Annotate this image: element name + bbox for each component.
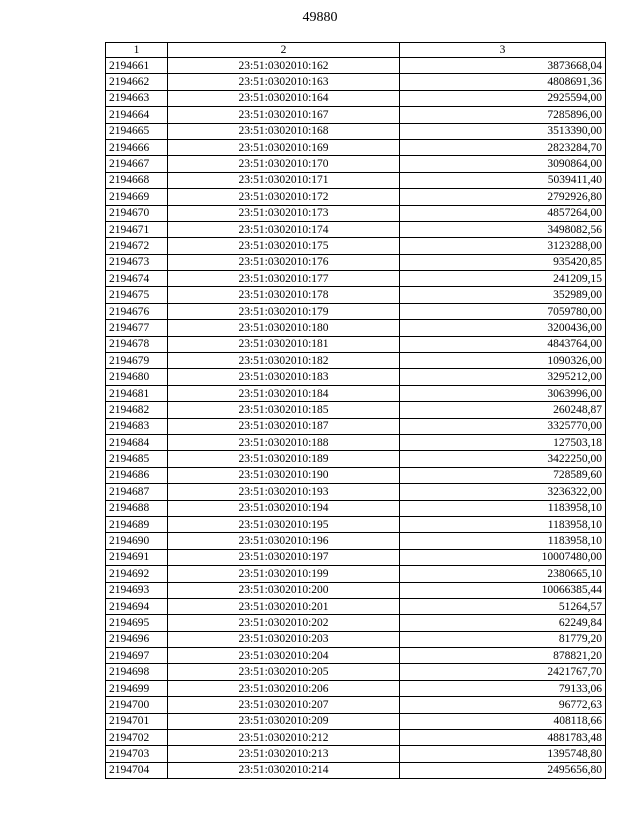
cadastral-number-cell: 23:51:0302010:168 (168, 123, 400, 139)
table-row (106, 287, 606, 303)
table-row (106, 139, 606, 155)
table-row (106, 123, 606, 139)
record-number-cell: 2194698 (106, 664, 168, 680)
cadastral-number-cell: 23:51:0302010:185 (168, 402, 400, 418)
record-number-cell: 2194667 (106, 156, 168, 172)
cadastral-number-cell: 23:51:0302010:173 (168, 205, 400, 221)
table-row (106, 271, 606, 287)
value-cell: 10066385,44 (400, 582, 606, 598)
table-row (106, 516, 606, 532)
value-cell: 2421767,70 (400, 664, 606, 680)
cadastral-number-cell: 23:51:0302010:172 (168, 189, 400, 205)
cadastral-number-cell: 23:51:0302010:196 (168, 533, 400, 549)
cadastral-number-cell: 23:51:0302010:190 (168, 467, 400, 483)
record-number-cell: 2194674 (106, 271, 168, 287)
record-number-cell: 2194687 (106, 484, 168, 500)
value-cell: 728589,60 (400, 467, 606, 483)
table-row (106, 533, 606, 549)
table-row (106, 107, 606, 123)
value-cell: 2380665,10 (400, 566, 606, 582)
value-cell: 3513390,00 (400, 123, 606, 139)
record-number-cell: 2194697 (106, 648, 168, 664)
table-row (106, 467, 606, 483)
value-cell: 4857264,00 (400, 205, 606, 221)
record-number-cell: 2194675 (106, 287, 168, 303)
cadastral-number-cell: 23:51:0302010:201 (168, 598, 400, 614)
record-number-cell: 2194662 (106, 74, 168, 90)
cadastral-number-cell: 23:51:0302010:214 (168, 762, 400, 778)
value-cell: 4843764,00 (400, 336, 606, 352)
value-cell: 3873668,04 (400, 58, 606, 74)
value-cell: 1183958,10 (400, 516, 606, 532)
cadastral-number-cell: 23:51:0302010:187 (168, 418, 400, 434)
cadastral-number-cell: 23:51:0302010:179 (168, 303, 400, 319)
value-cell: 3063996,00 (400, 385, 606, 401)
value-cell: 7285896,00 (400, 107, 606, 123)
table-row (106, 303, 606, 319)
record-number-cell: 2194696 (106, 631, 168, 647)
table-row (106, 320, 606, 336)
table-row (106, 434, 606, 450)
registry-table (105, 42, 606, 779)
table-row (106, 598, 606, 614)
value-cell: 3295212,00 (400, 369, 606, 385)
record-number-cell: 2194686 (106, 467, 168, 483)
cadastral-number-cell: 23:51:0302010:175 (168, 238, 400, 254)
record-number-cell: 2194665 (106, 123, 168, 139)
table-row (106, 156, 606, 172)
value-cell: 127503,18 (400, 434, 606, 450)
table-row (106, 221, 606, 237)
table-row (106, 90, 606, 106)
record-number-cell: 2194678 (106, 336, 168, 352)
table-row (106, 402, 606, 418)
value-cell: 3090864,00 (400, 156, 606, 172)
value-cell: 79133,06 (400, 680, 606, 696)
record-number-cell: 2194677 (106, 320, 168, 336)
record-number-cell: 2194684 (106, 434, 168, 450)
cadastral-number-cell: 23:51:0302010:177 (168, 271, 400, 287)
table-row (106, 336, 606, 352)
record-number-cell: 2194701 (106, 713, 168, 729)
value-cell: 3123288,00 (400, 238, 606, 254)
table-row (106, 582, 606, 598)
cadastral-number-cell: 23:51:0302010:202 (168, 615, 400, 631)
table-row (106, 549, 606, 565)
table-row (106, 385, 606, 401)
record-number-cell: 2194673 (106, 254, 168, 270)
table-row (106, 500, 606, 516)
value-cell: 878821,20 (400, 648, 606, 664)
value-cell: 81779,20 (400, 631, 606, 647)
value-cell: 3325770,00 (400, 418, 606, 434)
record-number-cell: 2194685 (106, 451, 168, 467)
value-cell: 241209,15 (400, 271, 606, 287)
value-cell: 1395748,80 (400, 746, 606, 762)
table-row (106, 369, 606, 385)
value-cell: 352989,00 (400, 287, 606, 303)
value-cell: 3236322,00 (400, 484, 606, 500)
column-header-3: 3 (400, 43, 606, 58)
registry-table-body (106, 43, 606, 779)
cadastral-number-cell: 23:51:0302010:170 (168, 156, 400, 172)
cadastral-number-cell: 23:51:0302010:212 (168, 730, 400, 746)
cadastral-number-cell: 23:51:0302010:195 (168, 516, 400, 532)
record-number-cell: 2194694 (106, 598, 168, 614)
value-cell: 260248,87 (400, 402, 606, 418)
cadastral-number-cell: 23:51:0302010:207 (168, 697, 400, 713)
cadastral-number-cell: 23:51:0302010:188 (168, 434, 400, 450)
value-cell: 51264,57 (400, 598, 606, 614)
table-row (106, 254, 606, 270)
value-cell: 3498082,56 (400, 221, 606, 237)
table-row (106, 353, 606, 369)
value-cell: 7059780,00 (400, 303, 606, 319)
cadastral-number-cell: 23:51:0302010:206 (168, 680, 400, 696)
value-cell: 5039411,40 (400, 172, 606, 188)
record-number-cell: 2194704 (106, 762, 168, 778)
record-number-cell: 2194664 (106, 107, 168, 123)
table-row (106, 746, 606, 762)
table-row (106, 762, 606, 778)
cadastral-number-cell: 23:51:0302010:203 (168, 631, 400, 647)
cadastral-number-cell: 23:51:0302010:200 (168, 582, 400, 598)
value-cell: 2495656,80 (400, 762, 606, 778)
table-row (106, 680, 606, 696)
value-cell: 408118,66 (400, 713, 606, 729)
column-header-1: 1 (106, 43, 168, 58)
value-cell: 96772,63 (400, 697, 606, 713)
cadastral-number-cell: 23:51:0302010:183 (168, 369, 400, 385)
cadastral-number-cell: 23:51:0302010:163 (168, 74, 400, 90)
record-number-cell: 2194688 (106, 500, 168, 516)
cadastral-number-cell: 23:51:0302010:204 (168, 648, 400, 664)
value-cell: 3422250,00 (400, 451, 606, 467)
table-row (106, 631, 606, 647)
value-cell: 10007480,00 (400, 549, 606, 565)
cadastral-number-cell: 23:51:0302010:184 (168, 385, 400, 401)
table-row (106, 74, 606, 90)
table-row (106, 172, 606, 188)
value-cell: 4808691,36 (400, 74, 606, 90)
record-number-cell: 2194689 (106, 516, 168, 532)
record-number-cell: 2194671 (106, 221, 168, 237)
table-row (106, 238, 606, 254)
table-row (106, 713, 606, 729)
record-number-cell: 2194681 (106, 385, 168, 401)
value-cell: 2925594,00 (400, 90, 606, 106)
record-number-cell: 2194676 (106, 303, 168, 319)
record-number-cell: 2194682 (106, 402, 168, 418)
value-cell: 3200436,00 (400, 320, 606, 336)
cadastral-number-cell: 23:51:0302010:194 (168, 500, 400, 516)
cadastral-number-cell: 23:51:0302010:162 (168, 58, 400, 74)
record-number-cell: 2194691 (106, 549, 168, 565)
cadastral-number-cell: 23:51:0302010:182 (168, 353, 400, 369)
record-number-cell: 2194703 (106, 746, 168, 762)
record-number-cell: 2194679 (106, 353, 168, 369)
value-cell: 4881783,48 (400, 730, 606, 746)
value-cell: 1183958,10 (400, 500, 606, 516)
record-number-cell: 2194661 (106, 58, 168, 74)
cadastral-number-cell: 23:51:0302010:209 (168, 713, 400, 729)
value-cell: 935420,85 (400, 254, 606, 270)
record-number-cell: 2194702 (106, 730, 168, 746)
table-row (106, 484, 606, 500)
table-row (106, 648, 606, 664)
table-row (106, 566, 606, 582)
record-number-cell: 2194695 (106, 615, 168, 631)
table-row (106, 418, 606, 434)
record-number-cell: 2194693 (106, 582, 168, 598)
table-header-row (106, 43, 606, 58)
cadastral-number-cell: 23:51:0302010:164 (168, 90, 400, 106)
cadastral-number-cell: 23:51:0302010:189 (168, 451, 400, 467)
cadastral-number-cell: 23:51:0302010:193 (168, 484, 400, 500)
record-number-cell: 2194690 (106, 533, 168, 549)
record-number-cell: 2194672 (106, 238, 168, 254)
record-number-cell: 2194669 (106, 189, 168, 205)
table-row (106, 697, 606, 713)
record-number-cell: 2194668 (106, 172, 168, 188)
value-cell: 2792926,80 (400, 189, 606, 205)
cadastral-number-cell: 23:51:0302010:174 (168, 221, 400, 237)
record-number-cell: 2194666 (106, 139, 168, 155)
value-cell: 2823284,70 (400, 139, 606, 155)
cadastral-number-cell: 23:51:0302010:199 (168, 566, 400, 582)
cadastral-number-cell: 23:51:0302010:181 (168, 336, 400, 352)
cadastral-number-cell: 23:51:0302010:171 (168, 172, 400, 188)
table-row (106, 730, 606, 746)
record-number-cell: 2194680 (106, 369, 168, 385)
cadastral-number-cell: 23:51:0302010:205 (168, 664, 400, 680)
cadastral-number-cell: 23:51:0302010:167 (168, 107, 400, 123)
record-number-cell: 2194692 (106, 566, 168, 582)
table-row (106, 615, 606, 631)
table-row (106, 205, 606, 221)
column-header-2: 2 (168, 43, 400, 58)
cadastral-number-cell: 23:51:0302010:180 (168, 320, 400, 336)
value-cell: 62249,84 (400, 615, 606, 631)
cadastral-number-cell: 23:51:0302010:197 (168, 549, 400, 565)
cadastral-number-cell: 23:51:0302010:169 (168, 139, 400, 155)
value-cell: 1183958,10 (400, 533, 606, 549)
value-cell: 1090326,00 (400, 353, 606, 369)
record-number-cell: 2194683 (106, 418, 168, 434)
record-number-cell: 2194700 (106, 697, 168, 713)
table-row (106, 189, 606, 205)
cadastral-number-cell: 23:51:0302010:176 (168, 254, 400, 270)
table-row (106, 451, 606, 467)
record-number-cell: 2194699 (106, 680, 168, 696)
cadastral-number-cell: 23:51:0302010:178 (168, 287, 400, 303)
table-row (106, 58, 606, 74)
table-row (106, 664, 606, 680)
cadastral-number-cell: 23:51:0302010:213 (168, 746, 400, 762)
record-number-cell: 2194663 (106, 90, 168, 106)
page-number: 49880 (302, 10, 338, 25)
record-number-cell: 2194670 (106, 205, 168, 221)
